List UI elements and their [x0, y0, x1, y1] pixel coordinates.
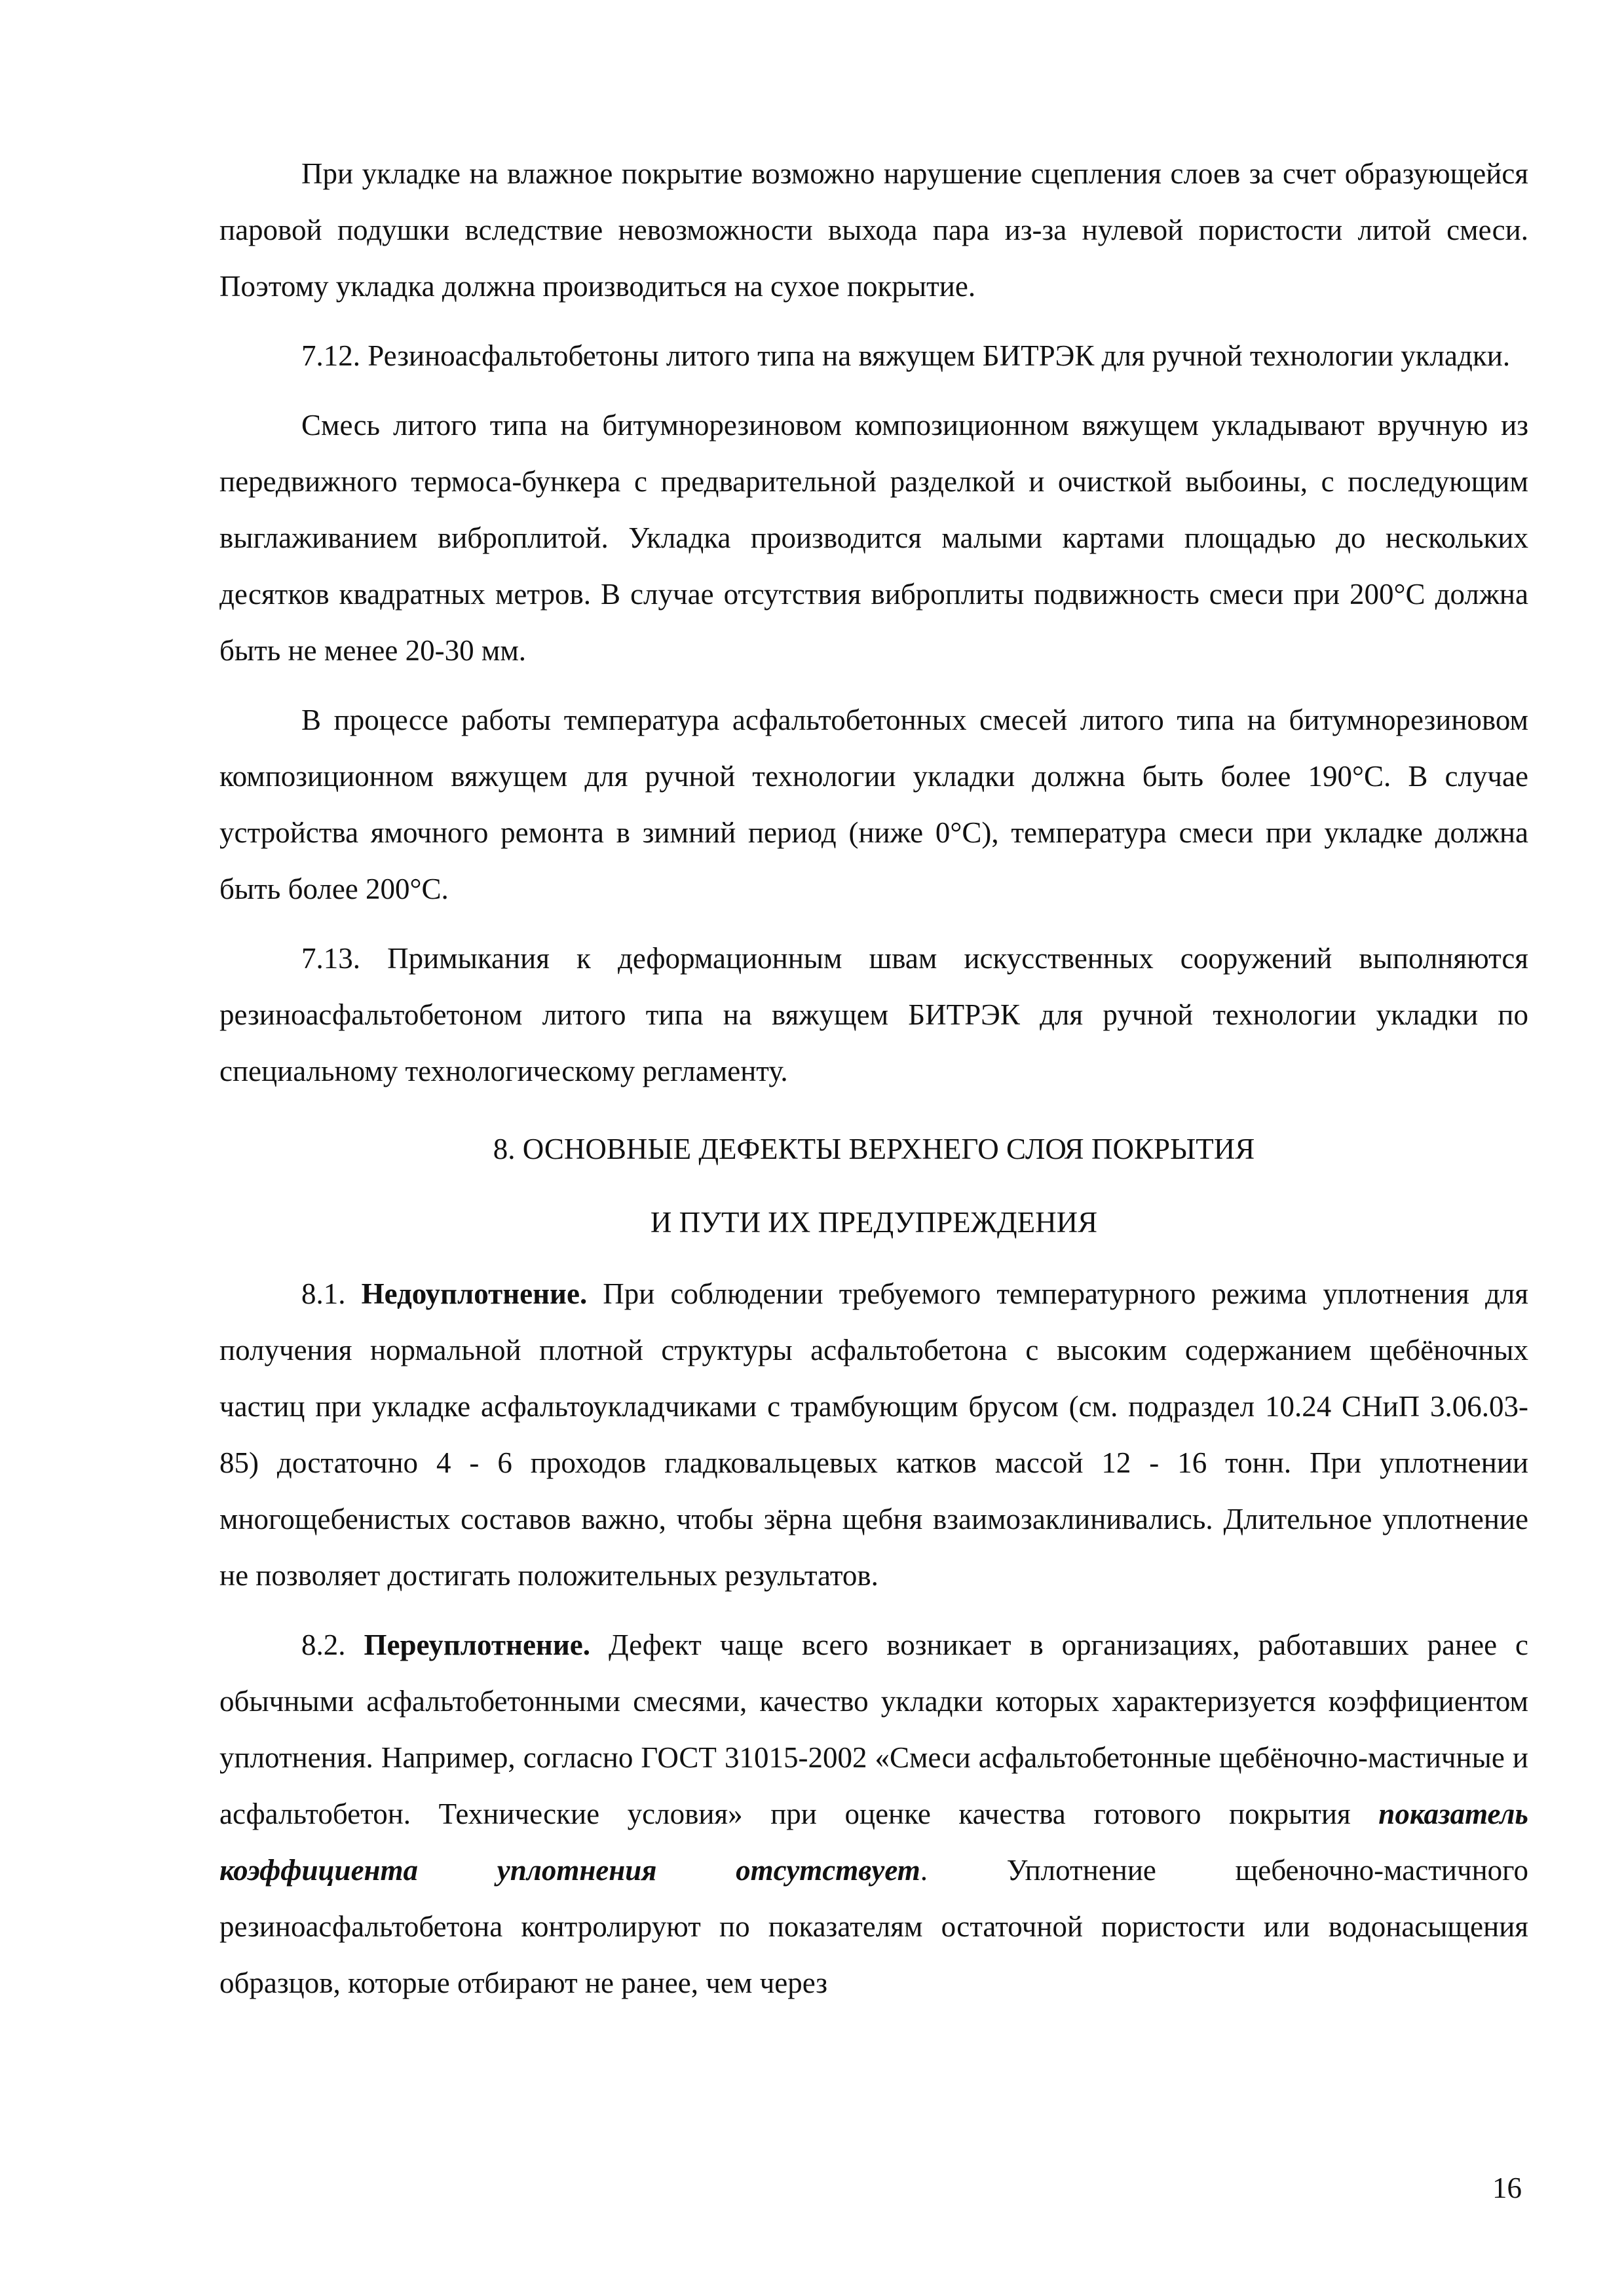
page-content	[219, 145, 1528, 2024]
section-heading-line-2: И ПУТИ ИХ ПРЕДУПРЕЖДЕНИЯ	[650, 1206, 1098, 1239]
emphasis-compaction-coefficient: показатель коэффициента уплотнения отсутствует	[219, 1797, 1528, 1887]
paragraph-7-12: 7.12. Резиноасфальтобетоны литого типа на вяжущем БИТРЭК для ручной технологии укладки.	[301, 339, 1511, 372]
paragraph-temperature: В процессе работы температура асфальтобетонных смесей литого типа на битумнорезиновом композиционном вяжущем для ручной технологии укладки должна быть более 190°С. В случае устройства ямочного ремонта в зимний период (ниже 0°С), температура смеси при укладке должна быть более 200°С.	[219, 704, 1528, 905]
paragraph-8-2-number: 8.2.	[301, 1628, 364, 1661]
paragraph-8-2	[219, 1617, 1528, 2011]
paragraph-8-1	[219, 1266, 1528, 1604]
section-heading-line-1: 8. ОСНОВНЫЕ ДЕФЕКТЫ ВЕРХНЕГО СЛОЯ ПОКРЫТИЯ	[493, 1133, 1255, 1165]
paragraph-8-1-number: 8.1.	[301, 1277, 362, 1310]
term-undercompaction: Недоуплотнение.	[361, 1277, 588, 1310]
page-number: 16	[1492, 2172, 1522, 2204]
paragraph-8-2-text-before: Дефект чаще всего возникает в организациях, работавших ранее с обычными асфальтобетонными смесями, качество укладки которых характеризуется коэффициентом уплотнения. Например, согласно ГОСТ 31015-2002 «Смеси асфальтобетонные щебёночно-мастичные и асфальтобетон. Технические условия» при оценке качества готового покрытия	[219, 1628, 1528, 1830]
paragraph-wet-surface: При укладке на влажное покрытие возможно нарушение сцепления слоев за счет образующейся паровой подушки вследствие невозможности выхода пара из-за нулевой пористости литой смеси. Поэтому укладка должна производиться на сухое покрытие.	[219, 157, 1528, 303]
paragraph-7-13: 7.13. Примыкания к деформационным швам искусственных сооружений выполняются резиноасфальтобетоном литого типа на вяжущем БИТРЭК для ручной технологии укладки по специальному технологическому регламенту.	[219, 942, 1528, 1087]
paragraph-cast-mix: Смесь литого типа на битумнорезиновом композиционном вяжущем укладывают вручную из передвижного термоса-бункера с предварительной разделкой и очисткой выбоины, с последующим выглаживанием виброплитой. Укладка производится малыми картами площадью до нескольких десятков квадратных метров. В случае отсутствия виброплиты подвижность смеси при 200°С должна быть не менее 20-30 мм.	[219, 409, 1528, 667]
term-overcompaction: Переуплотнение.	[364, 1628, 591, 1661]
section-8-heading	[219, 1112, 1528, 1259]
paragraph-8-1-text: При соблюдении требуемого температурного режима уплотнения для получения нормальной плотной структуры асфальтобетона с высоким содержанием щебёночных частиц при укладке асфальтоукладчиками с трамбующим брусом (см. подраздел 10.24 СНиП 3.06.03-85) достаточно 4 - 6 проходов гладковальцевых катков массой 12 - 16 тонн. При уплотнении многощебенистых составов важно, чтобы зёрна щебня взаимозаклинивались. Длительное уплотнение не позволяет достигать положительных результатов.	[219, 1277, 1528, 1592]
paragraph-8-2-text-after: . Уплотнение щебеночно-мастичного резиноасфальтобетона контролируют по показателям остаточной пористости или водонасыщения образцов, которые отбирают не ранее, чем через	[219, 1854, 1529, 1999]
